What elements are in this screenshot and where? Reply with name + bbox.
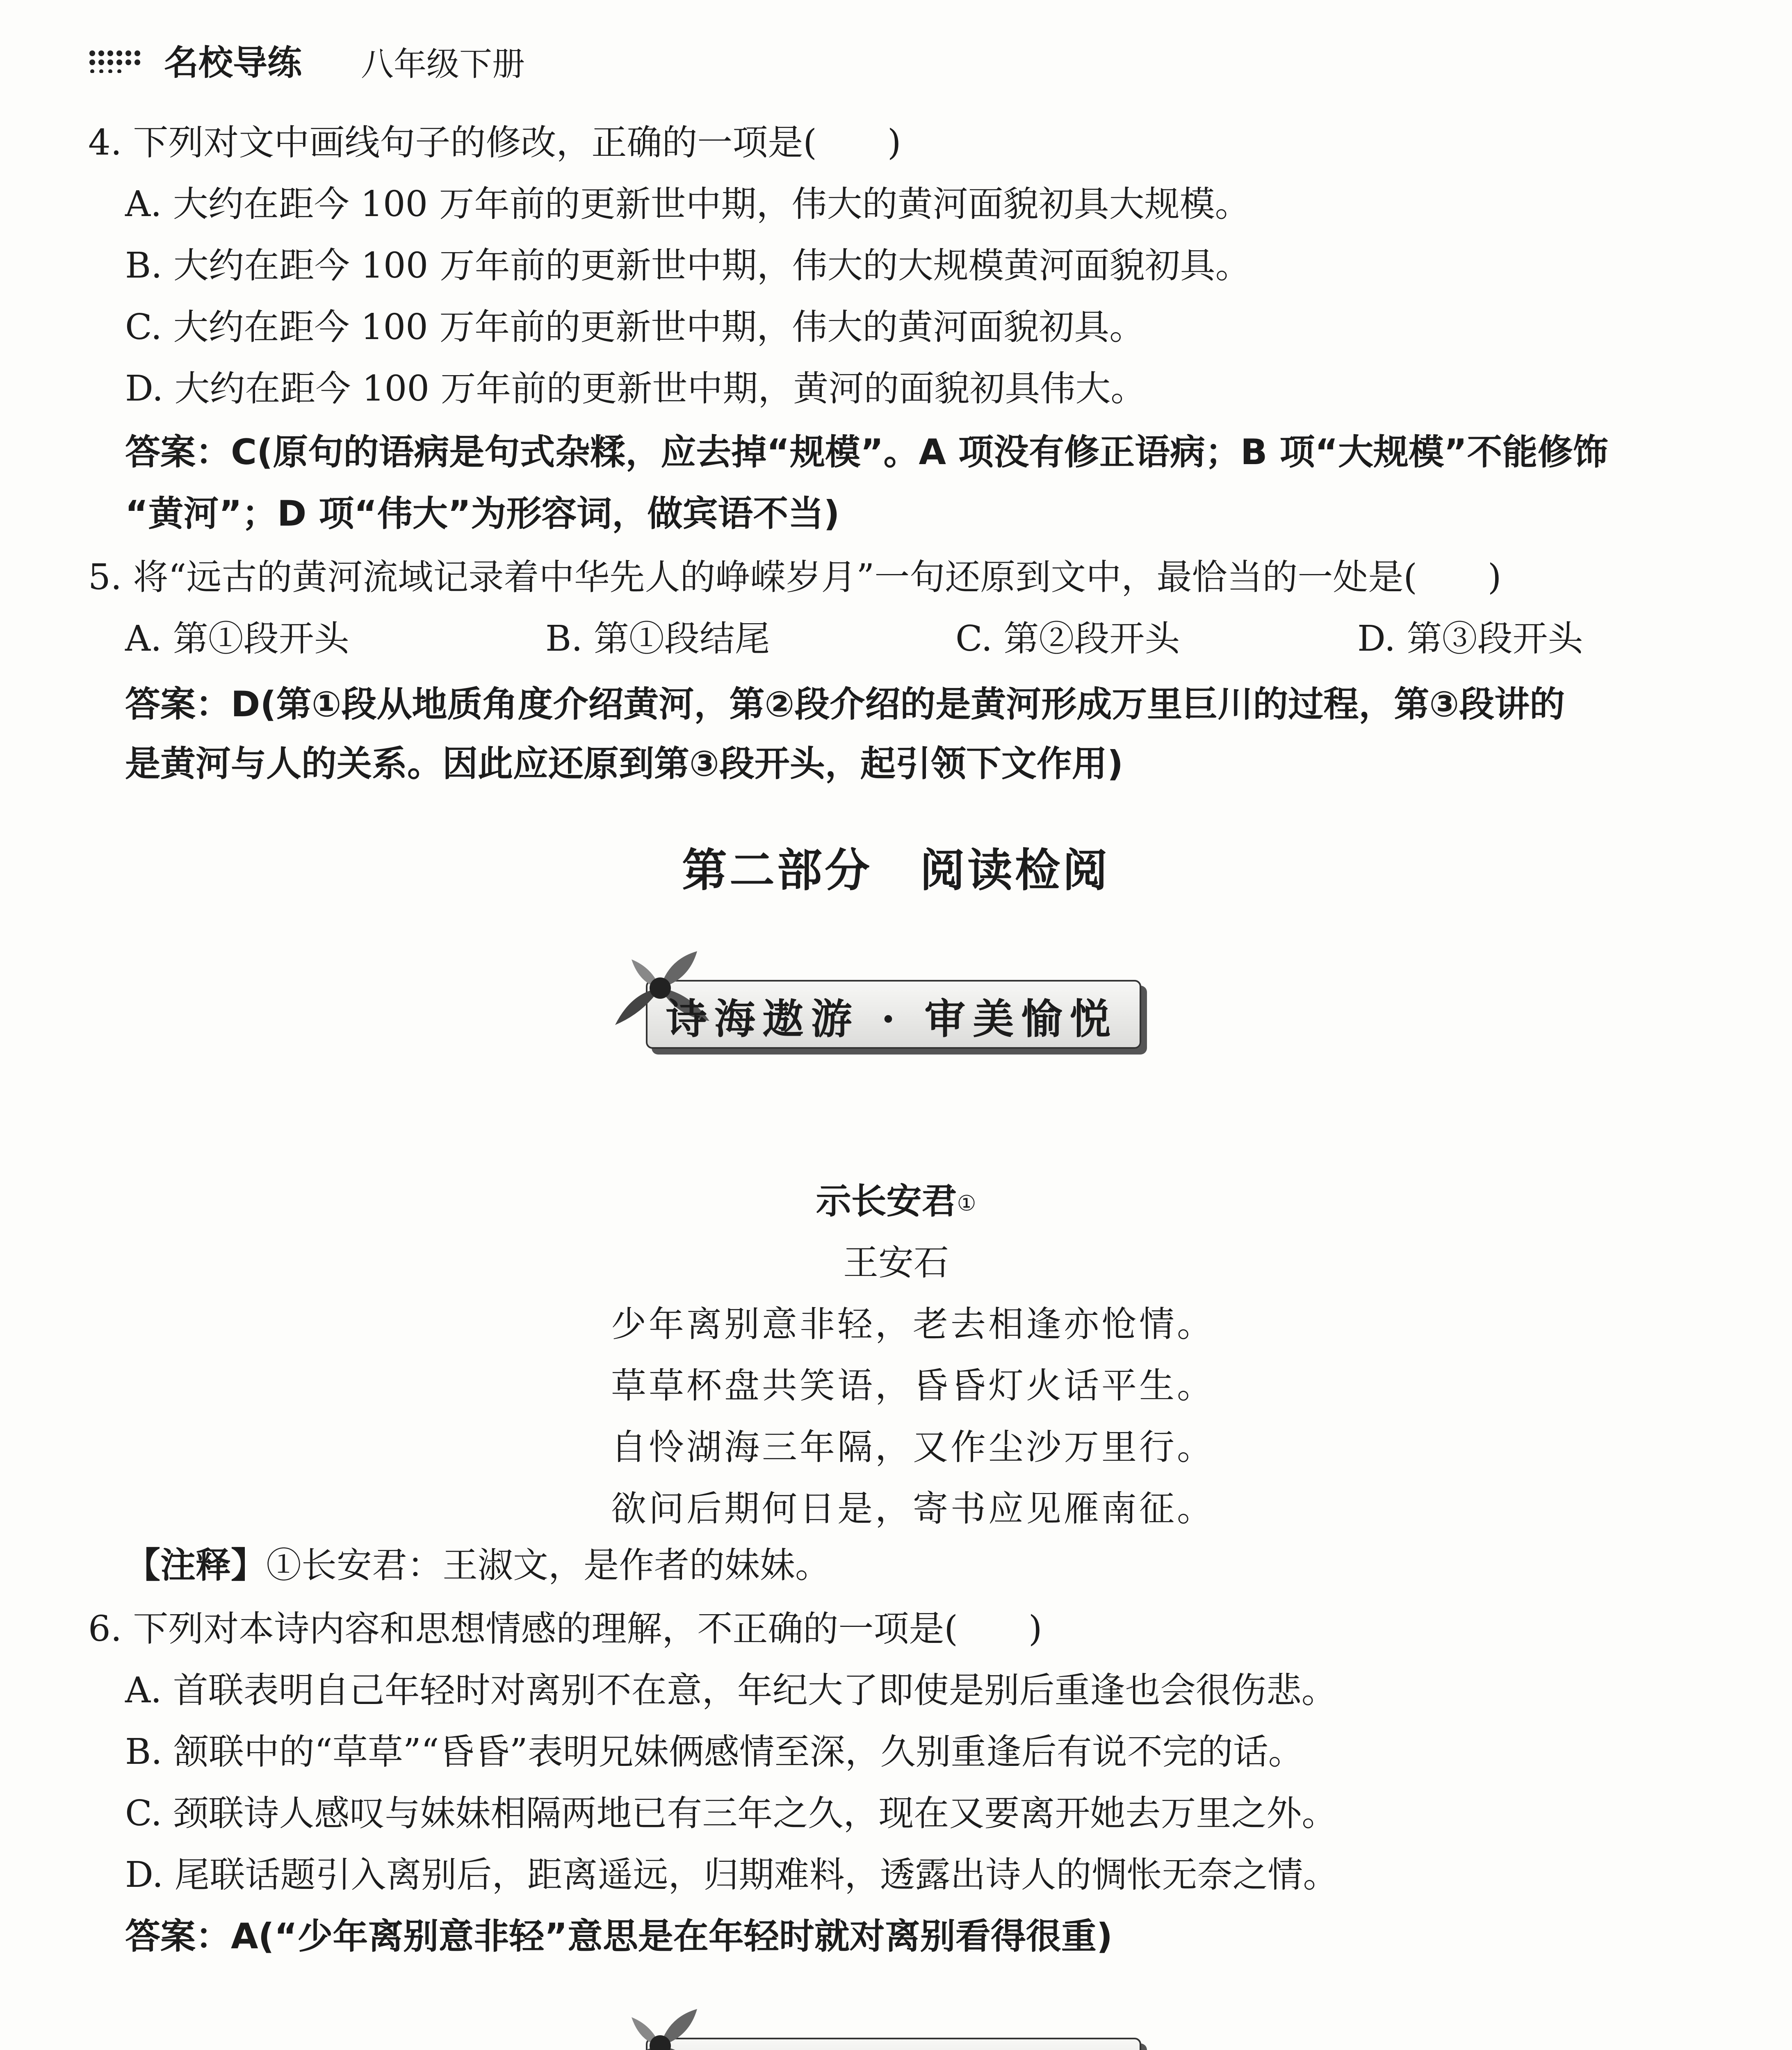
banner-poetry (607, 943, 1140, 1043)
q4-option-b: B. 大约在距今 100 万年前的更新世中期，伟大的大规模黄河面貌初具。 (125, 245, 1251, 286)
poem-note-mark: ① (957, 1191, 976, 1216)
poem-line-1: 少年离别意非轻，老去相逢亦怆情。 (611, 1304, 1215, 1345)
poem-line-4: 欲问后期何日是，寄书应见雁南征。 (611, 1488, 1215, 1529)
header-dots-icon (88, 48, 150, 73)
q4-option-d: D. 大约在距今 100 万年前的更新世中期，黄河的面貌初具伟大。 (125, 368, 1146, 409)
book-grade: 八年级下册 (361, 45, 525, 83)
poem-note-label: 【注释】 (125, 1545, 266, 1586)
q6-answer: 答案：A(“少年离别意非轻”意思是在年轻时就对离别看得很重) (125, 1916, 1113, 1957)
q6-option-a: A. 首联表明自己年轻时对离别不在意，年纪大了即使是别后重逢也会很伤悲。 (125, 1670, 1337, 1711)
q5-option-c: C. 第②段开头 (955, 618, 1180, 659)
poem-author: 王安石 (843, 1242, 949, 1283)
banner-poetry-text: 诗海遨游 · 审美愉悦 (666, 995, 1118, 1043)
q5-option-d: D. 第③段开头 (1357, 618, 1583, 659)
banner-history-text (646, 2044, 1138, 2050)
poem-line-2: 草草杯盘共笑语，昏昏灯火话平生。 (611, 1365, 1215, 1406)
q5-option-b: B. 第①段结尾 (545, 618, 770, 659)
q4-answer-line-2: “黄河”；D 项“伟大”为形容词，做宾语不当) (125, 493, 840, 534)
banner-history (607, 2001, 1140, 2050)
q5-stem: 5. 将“远古的黄河流域记录着中华先人的峥嵘岁月”一句还原到文中，最恰当的一处是( ) (88, 557, 1502, 598)
section-title: 第二部分 阅读检阅 (682, 844, 1110, 897)
q5-option-a: A. 第①段开头 (125, 618, 349, 659)
q6-option-d: D. 尾联话题引入离别后，距离遥远，归期难料，透露出诗人的惆怅无奈之情。 (125, 1854, 1338, 1895)
q6-option-b: B. 颔联中的“草草”“昏昏”表明兄妹俩感情至深，久别重逢后有说不完的话。 (125, 1731, 1304, 1772)
q6-option-c: C. 颈联诗人感叹与妹妹相隔两地已有三年之久，现在又要离开她去万里之外。 (125, 1793, 1337, 1834)
poem-title: 示长安君 (816, 1181, 957, 1222)
poem-line-3: 自怜湖海三年隔，又作尘沙万里行。 (611, 1427, 1215, 1468)
q5-answer-line-1: 答案：D(第①段从地质角度介绍黄河，第②段介绍的是黄河形成万里巨川的过程，第③段讲的 (125, 684, 1565, 725)
poem-note (125, 1545, 830, 1586)
q5-answer-line-2: 是黄河与人的关系。因此应还原到第③段开头，起引领下文作用) (125, 743, 1124, 784)
q4-option-c: C. 大约在距今 100 万年前的更新世中期，伟大的黄河面貌初具。 (125, 307, 1145, 348)
q4-option-a: A. 大约在距今 100 万年前的更新世中期，伟大的黄河面貌初具大规模。 (125, 184, 1250, 225)
poem-note-text: ①长安君：王淑文，是作者的妹妹。 (266, 1545, 830, 1586)
book-brand: 名校导练 (164, 43, 302, 83)
poem-title-line (0, 1173, 1792, 1223)
q4-answer-line-1: 答案：C(原句的语病是句式杂糅，应去掉“规模”。A 项没有修正语病；B 项“大规模”不能修饰 (125, 432, 1608, 473)
q4-stem: 4. 下列对文中画线句子的修改，正确的一项是( ) (88, 122, 901, 163)
q6-stem: 6. 下列对本诗内容和思想情感的理解，不正确的一项是( ) (88, 1608, 1042, 1649)
leaf-decoration-icon (607, 2001, 714, 2050)
